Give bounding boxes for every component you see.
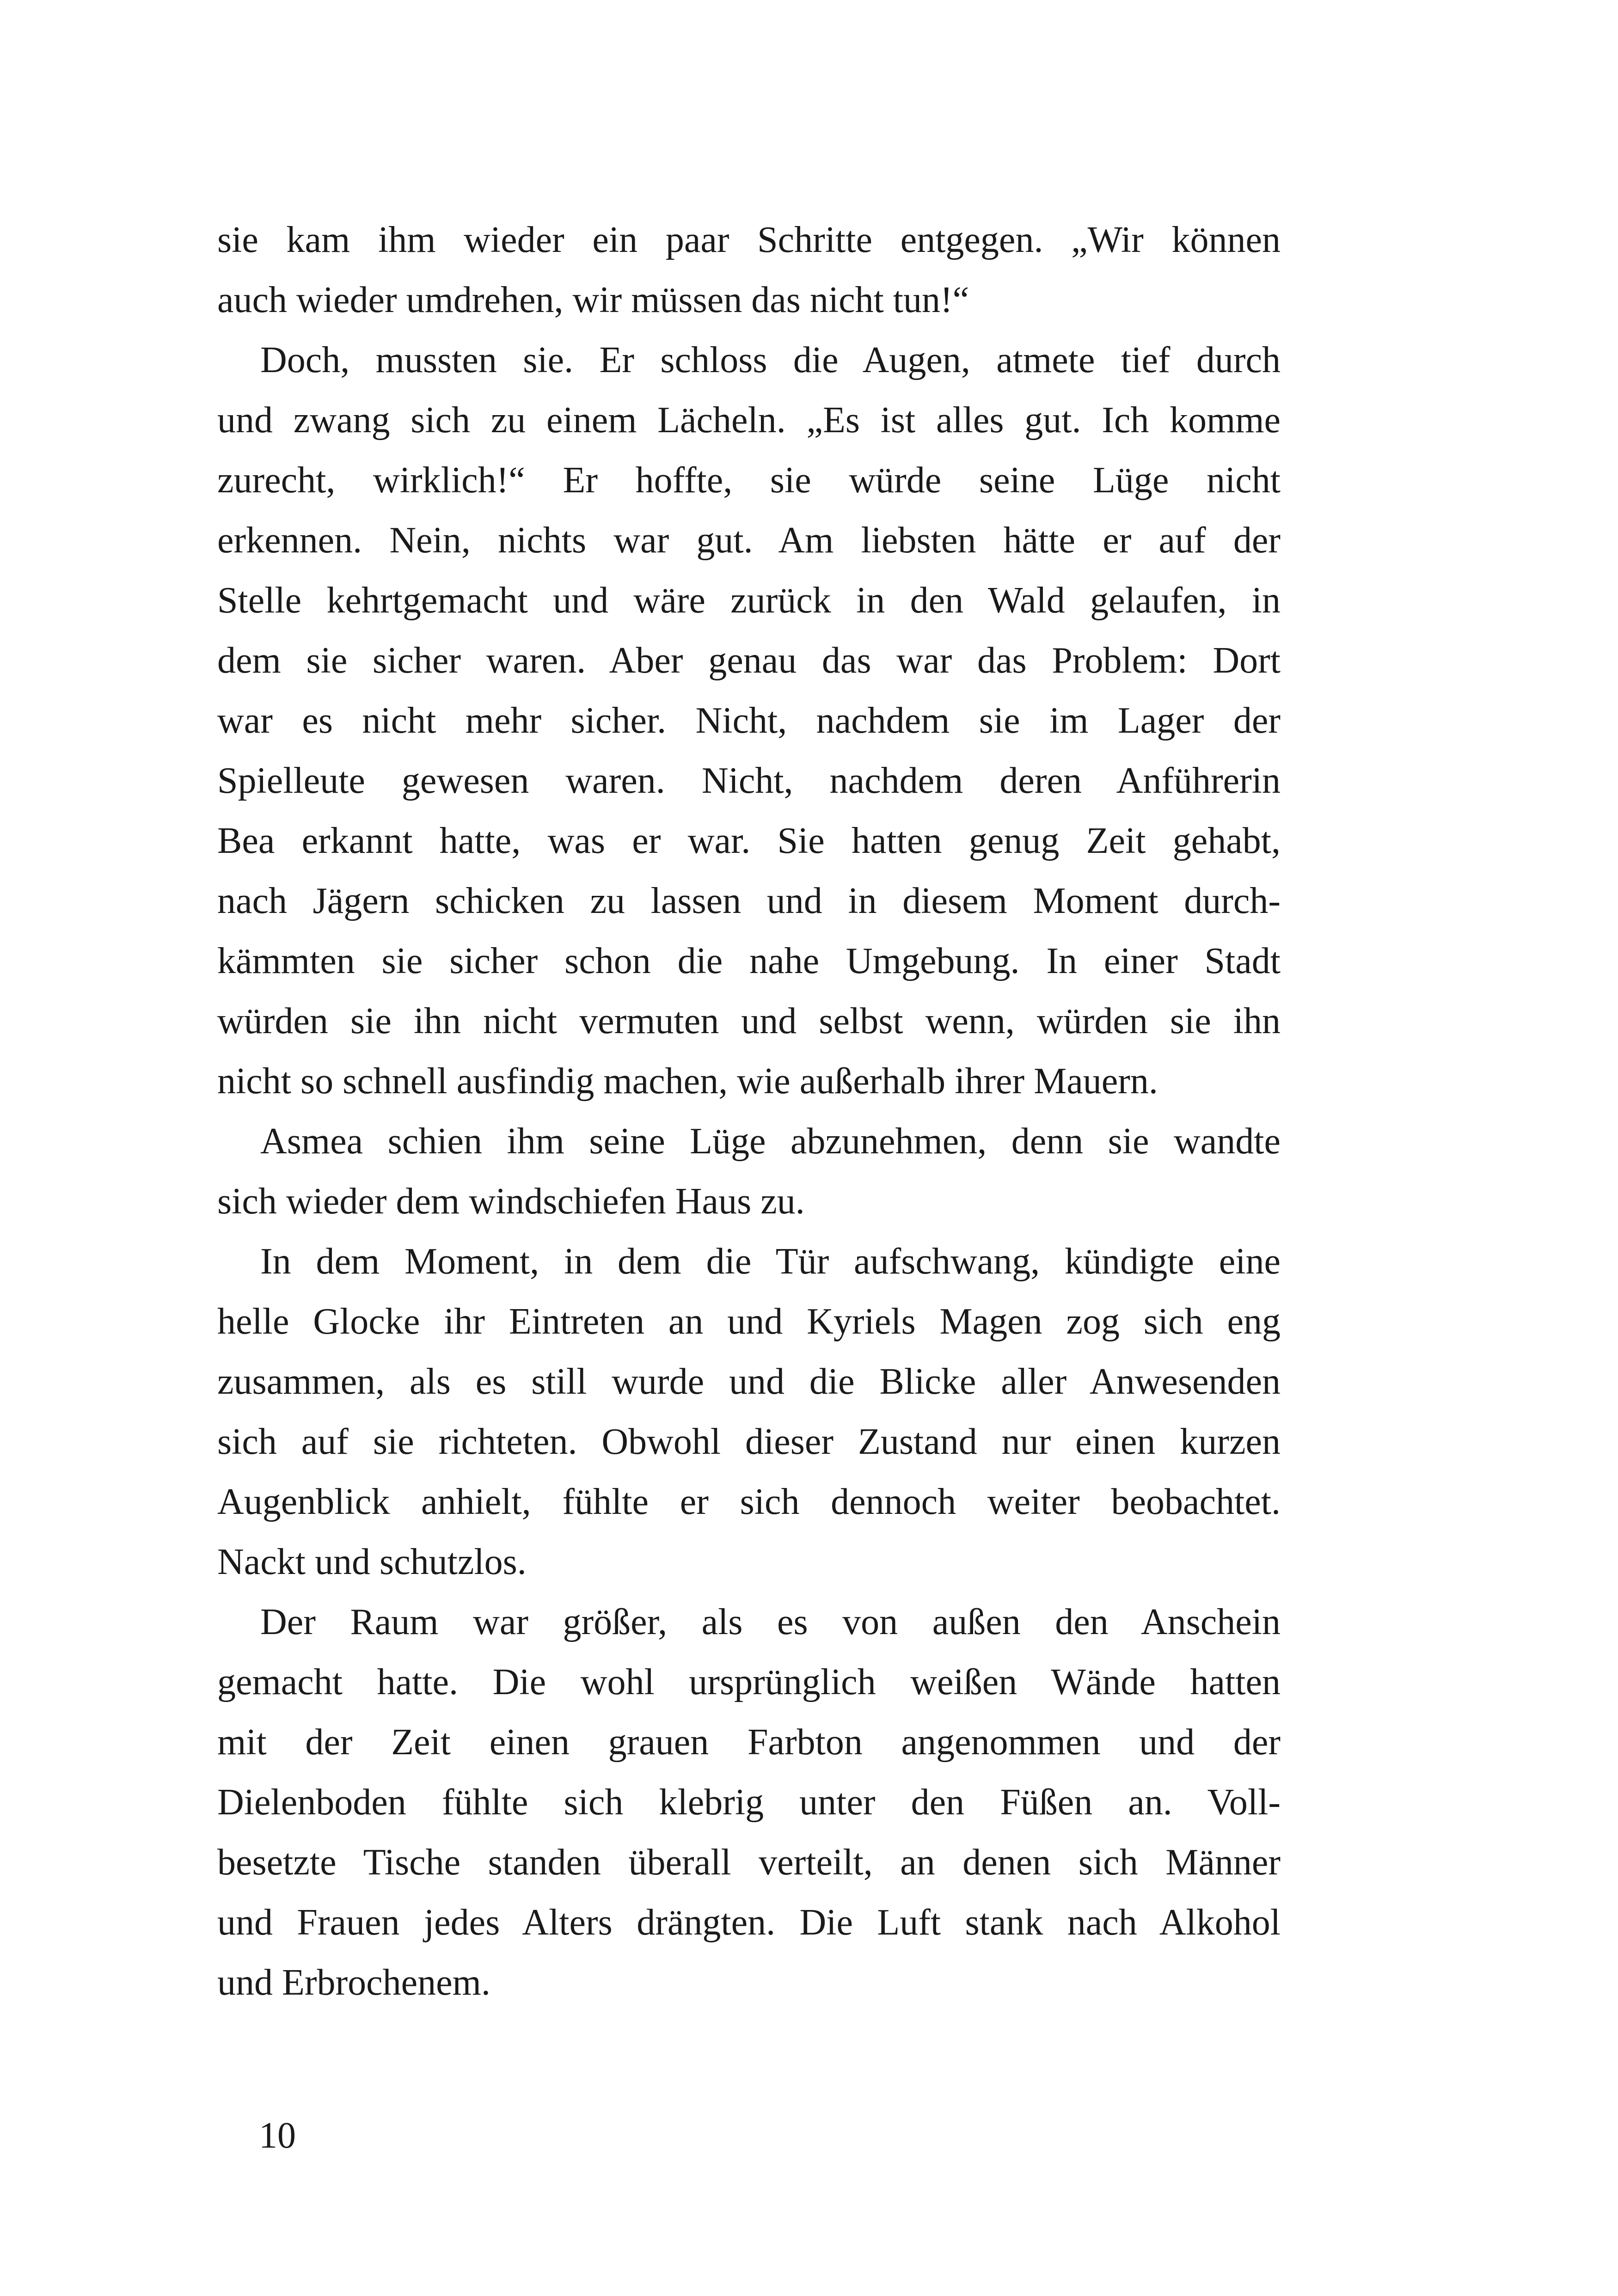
text-line: und zwang sich zu einem Lächeln. „Es ist alles gut. Ich komme — [217, 400, 1281, 441]
text-line: war es nicht mehr sicher. Nicht, nachdem sie im Lager der — [217, 700, 1281, 741]
text-line: sie kam ihm wieder ein paar Schritte entgegen. „Wir können — [217, 220, 1281, 260]
text-line: Bea erkannt hatte, was er war. Sie hatten genug Zeit gehabt, — [217, 820, 1281, 861]
text-line: zusammen, als es still wurde und die Blicke aller Anwesenden — [217, 1361, 1281, 1402]
text-line: dem sie sicher waren. Aber genau das war das Problem: Dort — [217, 640, 1281, 681]
text-line: Spielleute gewesen waren. Nicht, nachdem deren Anführerin — [217, 760, 1281, 801]
text-line: Nackt und schutzlos. — [217, 1542, 527, 1582]
text-line: Stelle kehrtgemacht und wäre zurück in den Wald gelaufen, in — [217, 580, 1281, 621]
text-line: Dielenboden fühlte sich klebrig unter den Füßen an. Voll- — [217, 1782, 1281, 1823]
text-line: sich wieder dem windschiefen Haus zu. — [217, 1181, 805, 1222]
text-line: und Frauen jedes Alters drängten. Die Luft stank nach Alkohol — [217, 1902, 1281, 1943]
text-line: nicht so schnell ausfindig machen, wie außerhalb ihrer Mauern. — [217, 1061, 1158, 1102]
text-line: erkennen. Nein, nichts war gut. Am liebsten hätte er auf der — [217, 520, 1281, 561]
text-line: helle Glocke ihr Eintreten an und Kyriels Magen zog sich eng — [217, 1301, 1281, 1342]
text-line: kämmten sie sicher schon die nahe Umgebung. In einer Stadt — [217, 941, 1281, 981]
text-line: besetzte Tische standen überall verteilt, an denen sich Männer — [217, 1842, 1281, 1883]
text-line: würden sie ihn nicht vermuten und selbst wenn, würden sie ihn — [217, 1001, 1281, 1041]
text-line: Augenblick anhielt, fühlte er sich dennoch weiter beobachtet. — [217, 1482, 1281, 1522]
text-line: gemacht hatte. Die wohl ursprünglich weißen Wände hatten — [217, 1662, 1281, 1702]
text-line: In dem Moment, in dem die Tür aufschwang, kündigte eine — [260, 1241, 1281, 1282]
text-line: Asmea schien ihm seine Lüge abzunehmen, denn sie wandte — [260, 1121, 1281, 1162]
text-line: sich auf sie richteten. Obwohl dieser Zustand nur einen kurzen — [217, 1421, 1281, 1462]
text-line: und Erbrochenem. — [217, 1962, 490, 2003]
text-line: nach Jägern schicken zu lassen und in diesem Moment durch- — [217, 881, 1281, 921]
text-line: mit der Zeit einen grauen Farbton angenommen und der — [217, 1722, 1281, 1763]
text-line: auch wieder umdrehen, wir müssen das nicht tun!“ — [217, 280, 969, 320]
text-line: Doch, mussten sie. Er schloss die Augen, atmete tief durch — [260, 340, 1281, 380]
body-text — [217, 210, 1281, 2027]
text-line: zurecht, wirklich!“ Er hoffte, sie würde seine Lüge nicht — [217, 460, 1281, 501]
page-number: 10 — [259, 2115, 296, 2156]
text-line: Der Raum war größer, als es von außen den Anschein — [260, 1602, 1281, 1642]
